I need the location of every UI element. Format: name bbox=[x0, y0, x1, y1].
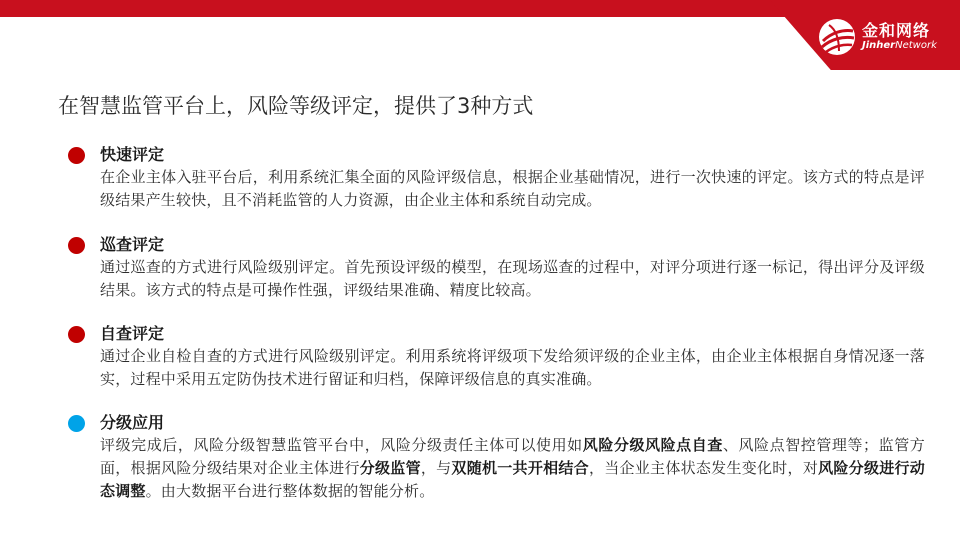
section-text bbox=[100, 434, 925, 503]
logo-name-cn: 金和网络 bbox=[862, 21, 931, 40]
bullet-dot-icon bbox=[68, 147, 85, 164]
section-text: 在企业主体入驻平台后，利用系统汇集全面的风险评级信息，根据企业基础情况，进行一次快速的评定。该方式的特点是评级结果产生较快，且不消耗监管的人力资源，由企业主体和系统自动完成。 bbox=[100, 168, 925, 209]
section-heading: 自查评定 bbox=[100, 324, 165, 343]
globe-logo-icon bbox=[817, 17, 857, 57]
text-part-bold: 双随机一共开相结合 bbox=[451, 459, 589, 477]
section-heading: 分级应用 bbox=[100, 413, 165, 432]
page-title: 在智慧监管平台上，风险等级评定，提供了3种方式 bbox=[58, 94, 534, 118]
section-heading: 巡查评定 bbox=[100, 235, 165, 254]
logo-name-en-rest: Network bbox=[895, 40, 937, 51]
text-part-bold: 分级监管 bbox=[359, 459, 421, 477]
text-part: ，当企业主体状态发生变化时，对 bbox=[588, 459, 819, 477]
section-text: 通过巡查的方式进行风险级别评定。首先预设评级的模型，在现场巡查的过程中，对评分项进行逐一标记，得出评分及评级结果。该方式的特点是可操作性强，评级结果准确、精度比较高。 bbox=[100, 258, 925, 299]
logo-name-en bbox=[862, 40, 937, 51]
logo-name-en-bold: Jinher bbox=[862, 40, 896, 51]
section-text: 通过企业自检自查的方式进行风险级别评定。利用系统将评级项下发给须评级的企业主体，由企业主体根据自身情况逐一落实，过程中采用五定防伪技术进行留证和归档，保障评级信息的真实准确。 bbox=[100, 347, 925, 388]
text-part: 评级完成后，风险分级智慧监管平台中，风险分级责任主体可以使用如 bbox=[100, 436, 583, 454]
text-part: 、风险点智控管理等；监管方面，根据风险分级结果对企业主体进行 bbox=[100, 436, 925, 477]
text-part-bold: 风险分级风险点自查 bbox=[582, 436, 723, 454]
bullet-dot-icon bbox=[68, 237, 85, 254]
bullet-dot-icon bbox=[68, 415, 85, 432]
text-part: 。由大数据平台进行整体数据的智能分析。 bbox=[145, 482, 435, 500]
text-part-bold: 风险分级进行动态调整 bbox=[100, 459, 925, 500]
brand-logo bbox=[817, 17, 942, 57]
text-part: ，与 bbox=[420, 459, 452, 477]
section-heading: 快速评定 bbox=[100, 145, 165, 164]
bullet-dot-icon bbox=[68, 326, 85, 343]
